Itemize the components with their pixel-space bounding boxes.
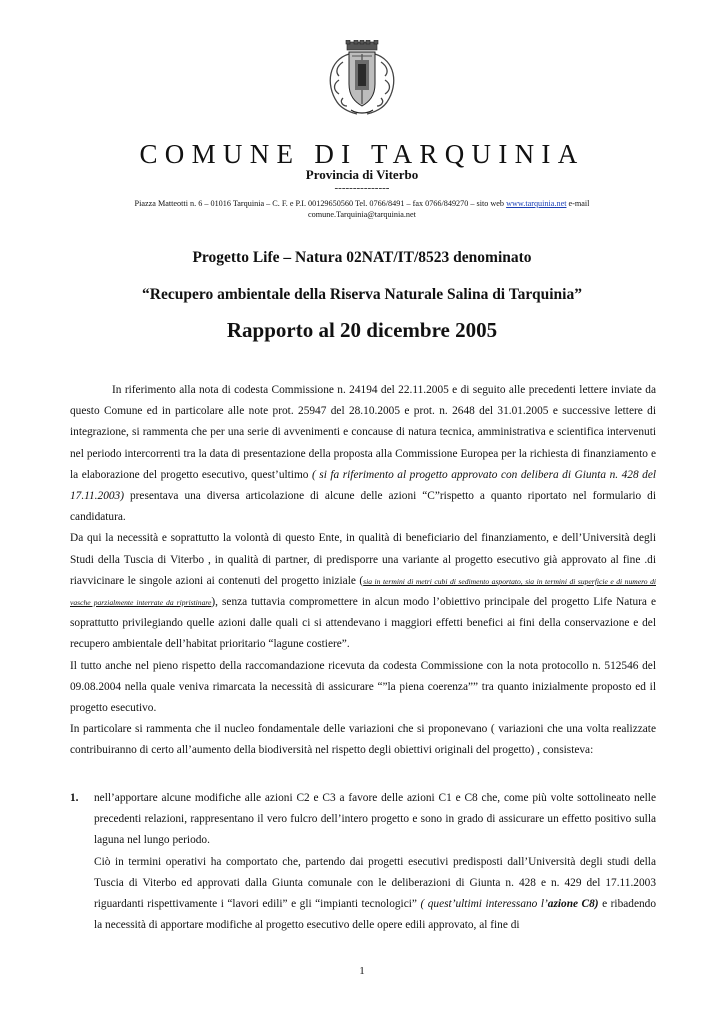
list-item-bold-italic-note: azione C8)	[547, 898, 599, 911]
email-address: comune.Tarquinia@tarquinia.net	[308, 210, 416, 219]
list-number: 1.	[70, 792, 79, 804]
province-name: Provincia di Viterbo	[305, 167, 419, 182]
paragraph-1-text: In riferimento alla nota di codesta Commissione n. 24194 del 22.11.2005 e di seguito alle precedenti lettere inviate da questo Comune ed in particolare alle note prot. 25947 del 28.10.2005 e prot. n. 2648 del 31.01.2005 e successive lettere di integrazione, si rammenta che per una serie di avvenimenti e concause di natura tecnica, amministrativa e scientifica intervenuti nel periodo intercorrenti tra la data di presentazione della proposta alla Commissione Europea per la richiesta di finanziamento e la elaborazione del progetto esecutivo, quest’ultimo	[70, 384, 656, 481]
page-number: 1	[359, 965, 365, 977]
body-text	[70, 380, 656, 762]
municipality-title: COMUNE DI TARQUINIA	[139, 139, 585, 169]
website-link[interactable]: www.tarquinia.net	[506, 199, 567, 208]
coat-of-arms-icon	[319, 40, 405, 116]
address-line	[0, 199, 724, 208]
list-item-paragraph-2-text-end: e ribadendo la necessità di apportare modifiche al progetto esecutivo delle opere edili approvato, al fine di	[94, 898, 656, 932]
report-title: Rapporto al 20 dicembre 2005	[226, 318, 498, 342]
paragraph-1-text-end: presentava una diversa articolazione di alcune delle azioni “C”rispetto a quanto riportato nel formulario di candidatura.	[70, 490, 656, 524]
paragraph-3: Il tutto anche nel pieno rispetto della raccomandazione ricevuta da codesta Commissione con la nota protocollo n. 512546 del 09.08.2004 nella quale veniva rimarcata la necessità di assicurare “”la piena coerenza”” tra quanto inizialmente proposto ed il progetto esecutivo.	[70, 659, 656, 715]
paragraph-1-italic-note: ( si fa riferimento al progetto approvato con delibera di Giunta n. 428 del 17.11.2003)	[70, 468, 657, 503]
paragraph-2-text-end: ), senza tuttavia compromettere in alcun modo l’obiettivo principale del progetto Life Natura e soprattutto privilegiando quelle azioni dalle quali ci si attendevano i maggiori effetti benefici ai fini della conservazione e del recupero ambientale dell’habitat prioritario “lagune costiere”.	[70, 596, 656, 651]
list-item-paragraph-2	[94, 852, 656, 937]
address-text: Piazza Matteotti n. 6 – 01016 Tarquinia – C. F. e P.I. 00129650560 Tel. 0766/8491 – fax 0766/849270 – sito web	[134, 199, 507, 208]
paragraph-1	[70, 380, 656, 528]
list-item-body	[94, 788, 656, 936]
email-label: e-mail	[566, 199, 590, 208]
header-separator: ---------------	[334, 182, 390, 194]
project-name-heading: “Recupero ambientale della Riserva Naturale Salina di Tarquinia”	[142, 286, 582, 303]
paragraph-4: In particolare si rammenta che il nucleo fondamentale delle variazioni che si proponevano ( variazioni che una volta realizzate contribuiranno di certo all’aumento della biodiversità nel rispetto degli obiettivi originali del progetto) , consisteva:	[70, 723, 656, 757]
list-item-paragraph-1: nell’apportare alcune modifiche alle azioni C2 e C3 a favore delle azioni C1 e C8 che, come più volte sottolineato nelle precedenti relazioni, rappresentano il vero fulcro dell’intero progetto e sono in grado di assicurare un effetto positivo sulla laguna nel lungo periodo.	[94, 792, 656, 847]
project-heading: Progetto Life – Natura 02NAT/IT/8523 denominato	[192, 249, 532, 266]
list-item	[70, 788, 656, 936]
list-item-paragraph-2-text: Ciò in termini operativi ha comportato che, partendo dai progetti esecutivi predisposti dall’Università degli studi della Tuscia di Viterbo ed approvati dalla Giunta comunale con le deliberazioni di Giunta n. 428 e n. 429 del 17.11.2003 riguardanti rispettivamente i “lavori edili” e gli “impianti tecnologici”	[94, 855, 656, 911]
paragraph-2	[70, 528, 656, 655]
paragraph-2-small-note: sia in termini di metri cubi di sedimento asportato, sia in termini di superficie e di numero di vasche parzialmente interrate da ripristinare	[70, 576, 656, 608]
list-item-italic-note: ( quest’ultimi interessano l’	[420, 898, 548, 911]
paragraph-2-text: Da qui la necessità e soprattutto la volontà di questo Ente, in qualità di beneficiario del finanziamento, e dell’Università degli Studi della Tuscia di Viterbo , in qualità di partner, di predisporre una variante al progetto esecutivo già approvato al fine .di riavvicinare le singole azioni ai contenuti del progetto iniziale (	[70, 532, 656, 587]
